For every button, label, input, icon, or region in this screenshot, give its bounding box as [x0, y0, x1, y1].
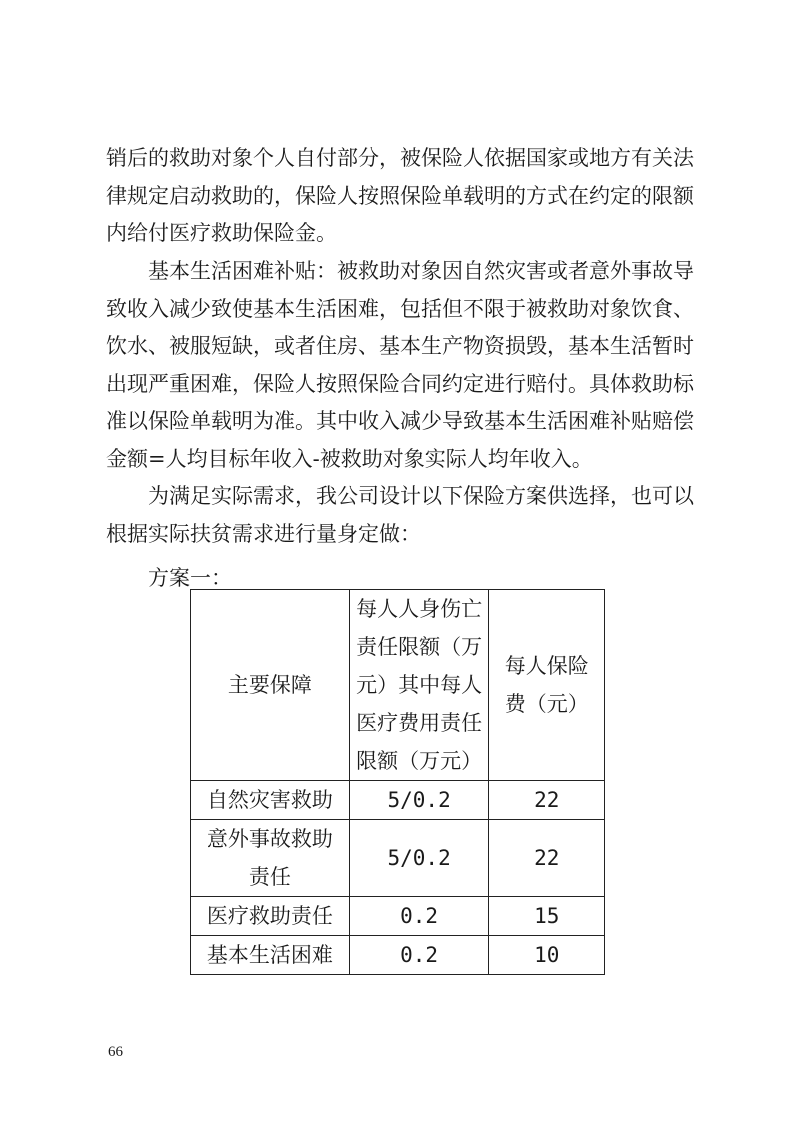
- table-row: [191, 781, 605, 820]
- row-coverage-name: 医疗救助责任: [191, 897, 350, 936]
- table-row: [191, 820, 605, 897]
- text-line: 金额=人均目标年收入-被救助对象实际人均年收入。: [106, 446, 593, 471]
- row-coverage-name: [191, 820, 350, 897]
- header-premium: [489, 590, 605, 781]
- insurance-plan-table: [190, 589, 605, 975]
- text-line: 饮水、被服短缺，或者住房、基本生产物资损毁，基本生活暂时: [106, 334, 694, 358]
- row-limit: 5/0.2: [349, 781, 489, 820]
- plan-label: 方案一：: [148, 566, 232, 590]
- header-line: 责任限额（万: [356, 635, 483, 659]
- row-premium: 22: [489, 781, 605, 820]
- text-line: 内给付医疗救助保险金。: [106, 221, 337, 245]
- paragraph-2: [106, 253, 706, 478]
- header-line: 每人保险: [504, 654, 589, 678]
- row-premium: 22: [489, 820, 605, 897]
- header-liability-limit: [349, 590, 489, 781]
- row-limit: 5/0.2: [349, 820, 489, 897]
- header-line: 元）其中每人: [356, 673, 483, 697]
- text-line: 致收入减少致使基本生活困难，包括但不限于被救助对象饮食、: [106, 296, 694, 321]
- page-number: 66: [108, 1044, 123, 1060]
- text-line: 基本生活困难补贴：被救助对象因自然灾害或者意外事故导: [148, 259, 694, 283]
- table-row: [191, 936, 605, 975]
- header-line: 医疗费用责任: [356, 711, 483, 735]
- header-line: 每人人身伤亡: [356, 597, 483, 621]
- text-line: 准以保险单载明为准。其中收入减少导致基本生活困难补贴赔偿: [106, 409, 694, 433]
- text-line: 为满足实际需求，我公司设计以下保险方案供选择，也可以: [148, 484, 694, 508]
- header-main-coverage: 主要保障: [191, 590, 350, 781]
- cell-line: 意外事故救助: [206, 827, 333, 851]
- text-line: 销后的救助对象个人自付部分，被保险人依据国家或地方有关法: [106, 146, 694, 170]
- table-header-row: [191, 590, 605, 781]
- row-premium: 10: [489, 936, 605, 975]
- table-row: [191, 897, 605, 936]
- cell-line: 责任: [248, 865, 291, 889]
- header-line: 限额（万元）: [356, 749, 483, 773]
- row-coverage-name: 自然灾害救助: [191, 781, 350, 820]
- row-coverage-name: 基本生活困难: [191, 936, 350, 975]
- row-premium: 15: [489, 897, 605, 936]
- text-line: 出现严重困难，保险人按照保险合同约定进行赔付。具体救助标: [106, 371, 694, 396]
- paragraph-1: [106, 140, 706, 253]
- header-line: 费（元）: [504, 692, 589, 716]
- text-line: 律规定启动救助的，保险人按照保险单载明的方式在约定的限额: [106, 183, 694, 208]
- row-limit: 0.2: [349, 936, 489, 975]
- row-limit: 0.2: [349, 897, 489, 936]
- text-line: 根据实际扶贫需求进行量身定做：: [106, 521, 421, 546]
- paragraph-3: [106, 478, 706, 553]
